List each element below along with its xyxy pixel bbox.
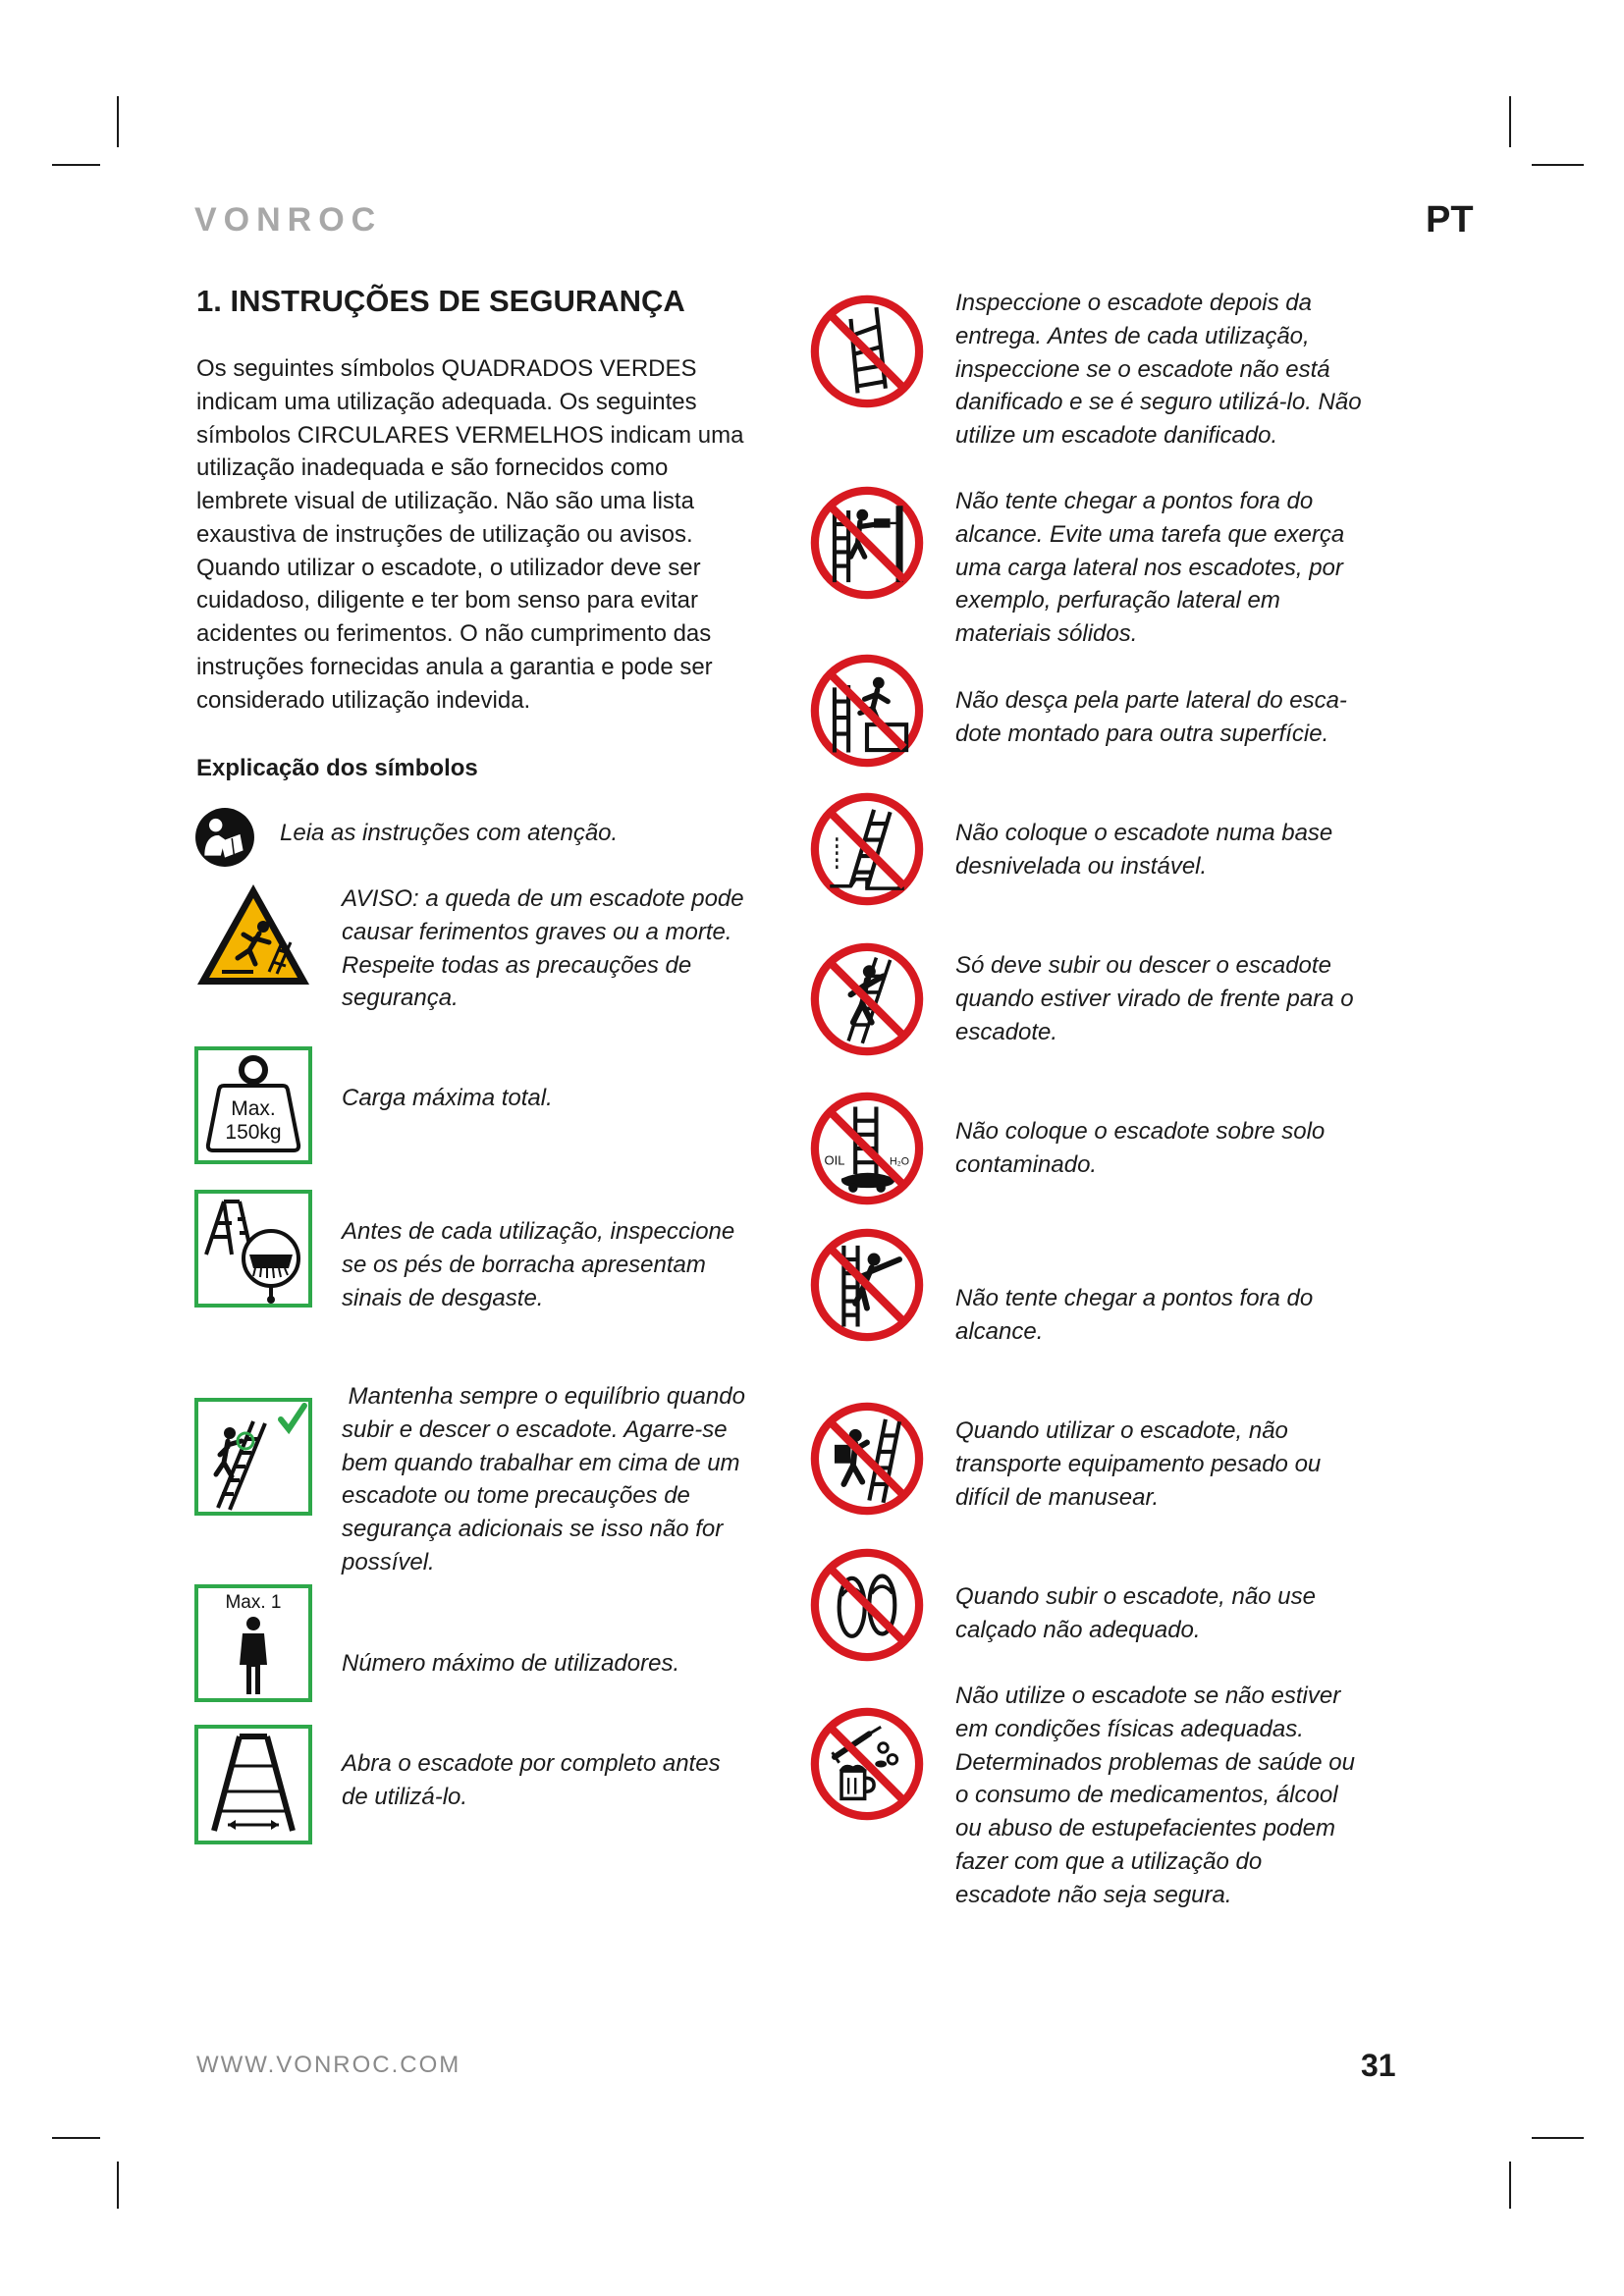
max-load-label: Max. <box>231 1097 276 1120</box>
symbol-description: Leia as instruções com atenção. <box>280 820 619 846</box>
symbol-description: Não desça pela parte lateral do esca- dote montado para outra superfície. <box>955 687 1347 747</box>
symbol-description: Mantenha sempre o equilíbrio quando subir e descer o escadote. Agarre-se bem quando trabalhar em cima de um escadote ou tome precauções de segurança adicionais se isso não for possível. <box>342 1383 745 1575</box>
read-instructions-icon <box>194 807 255 868</box>
water-label: H₂O <box>890 1155 910 1168</box>
inspect-feet-icon <box>194 1190 312 1308</box>
crop-mark <box>52 2137 100 2139</box>
section-title: 1. INSTRUÇÕES DE SEGURANÇA <box>196 284 685 318</box>
no-improper-footwear-icon <box>809 1547 925 1663</box>
no-impaired-use-icon <box>809 1706 925 1822</box>
no-facing-away-icon <box>809 941 925 1057</box>
no-overreach-icon <box>809 1227 925 1343</box>
no-uneven-base-icon <box>809 791 925 907</box>
max-load-value: 150kg <box>225 1121 282 1144</box>
oil-label: OIL <box>824 1152 845 1168</box>
crop-mark <box>117 96 119 147</box>
crop-mark <box>1509 96 1511 147</box>
symbol-description: AVISO: a queda de um escadote pode causar ferimentos graves ou a morte. Respeite todas as precauções de segurança. <box>342 885 744 1012</box>
symbol-description: Quando subir o escadote, não use calçado não adequado. <box>955 1583 1316 1643</box>
max-users-icon <box>194 1584 312 1702</box>
max-users-label: Max. 1 <box>225 1592 282 1613</box>
page-number: 31 <box>1361 2048 1396 2083</box>
crop-mark <box>1532 2137 1584 2139</box>
crop-mark <box>52 164 100 166</box>
no-damaged-ladder-icon <box>809 294 925 409</box>
symbol-description: Não coloque o escadote numa base desnivelada ou instável. <box>955 820 1333 880</box>
symbol-description: Não coloque o escadote sobre solo contaminado. <box>955 1118 1326 1178</box>
symbol-description: Só deve subir ou descer o escadote quando estiver virado de frente para o escadote. <box>955 952 1354 1045</box>
symbol-description: Antes de cada utilização, inspeccione se os pés de borracha apresentam sinais de desgaste. <box>342 1218 735 1311</box>
symbol-description: Abra o escadote por completo antes de utilizá-lo. <box>342 1750 721 1810</box>
brand-logo: VONROC <box>194 201 383 239</box>
intro-paragraph: Os seguintes símbolos QUADRADOS VERDES indicam uma utilização adequada. Os seguintes símbolos CIRCULARES VERMELHOS indicam uma utilização inadequada e são fornecidos como lembrete visual de utilização. Não são uma lista exaustiva de instruções de utilização ou avisos. Quando utilizar o escadote, o utilizador deve ser cuidadoso, diligente e ter bom senso para evitar acidentes ou ferimentos. O não cumprimento das instruções fornecidas anula a garantia e pode ser considerado utilização indevida. <box>196 355 744 714</box>
max-load-icon <box>194 1046 312 1164</box>
open-fully-icon <box>194 1725 312 1844</box>
keep-balance-icon <box>194 1398 312 1516</box>
crop-mark <box>1532 164 1584 166</box>
symbol-description: Número máximo de utilizadores. <box>342 1650 680 1677</box>
symbol-description: Não tente chegar a pontos fora do alcance. Evite uma tarefa que exerça uma carga lateral nos escadotes, por exemplo, perfuração lateral em materiais sólidos. <box>955 488 1345 647</box>
crop-mark <box>117 2162 119 2209</box>
no-contaminated-ground-icon <box>809 1091 925 1206</box>
crop-mark <box>1509 2162 1511 2209</box>
symbols-heading: Explicação dos símbolos <box>196 755 478 781</box>
symbol-description: Inspeccione o escadote depois da entrega. Antes de cada utilização, inspeccione se o escadote não está danificado e se é seguro utilizá-lo. Não utilize um escadote danificado. <box>955 290 1362 449</box>
footer-url: WWW.VONROC.COM <box>196 2052 461 2078</box>
symbol-description: Não utilize o escadote se não estiver em condições físicas adequadas. Determinados problemas de saúde ou o consumo de medicamentos, álcool ou abuso de estupefacientes podem fazer com que a utilização do escadote não seja segura. <box>955 1682 1355 1908</box>
no-side-load-icon <box>809 485 925 601</box>
symbol-description: Carga máxima total. <box>342 1085 553 1111</box>
no-side-descent-icon <box>809 653 925 769</box>
no-heavy-equipment-icon <box>809 1401 925 1517</box>
symbol-description: Quando utilizar o escadote, não transporte equipamento pesado ou difícil de manusear. <box>955 1417 1322 1511</box>
symbol-description: Não tente chegar a pontos fora do alcance. <box>955 1285 1314 1345</box>
language-code: PT <box>1426 199 1474 240</box>
warning-fall-icon <box>194 881 312 988</box>
